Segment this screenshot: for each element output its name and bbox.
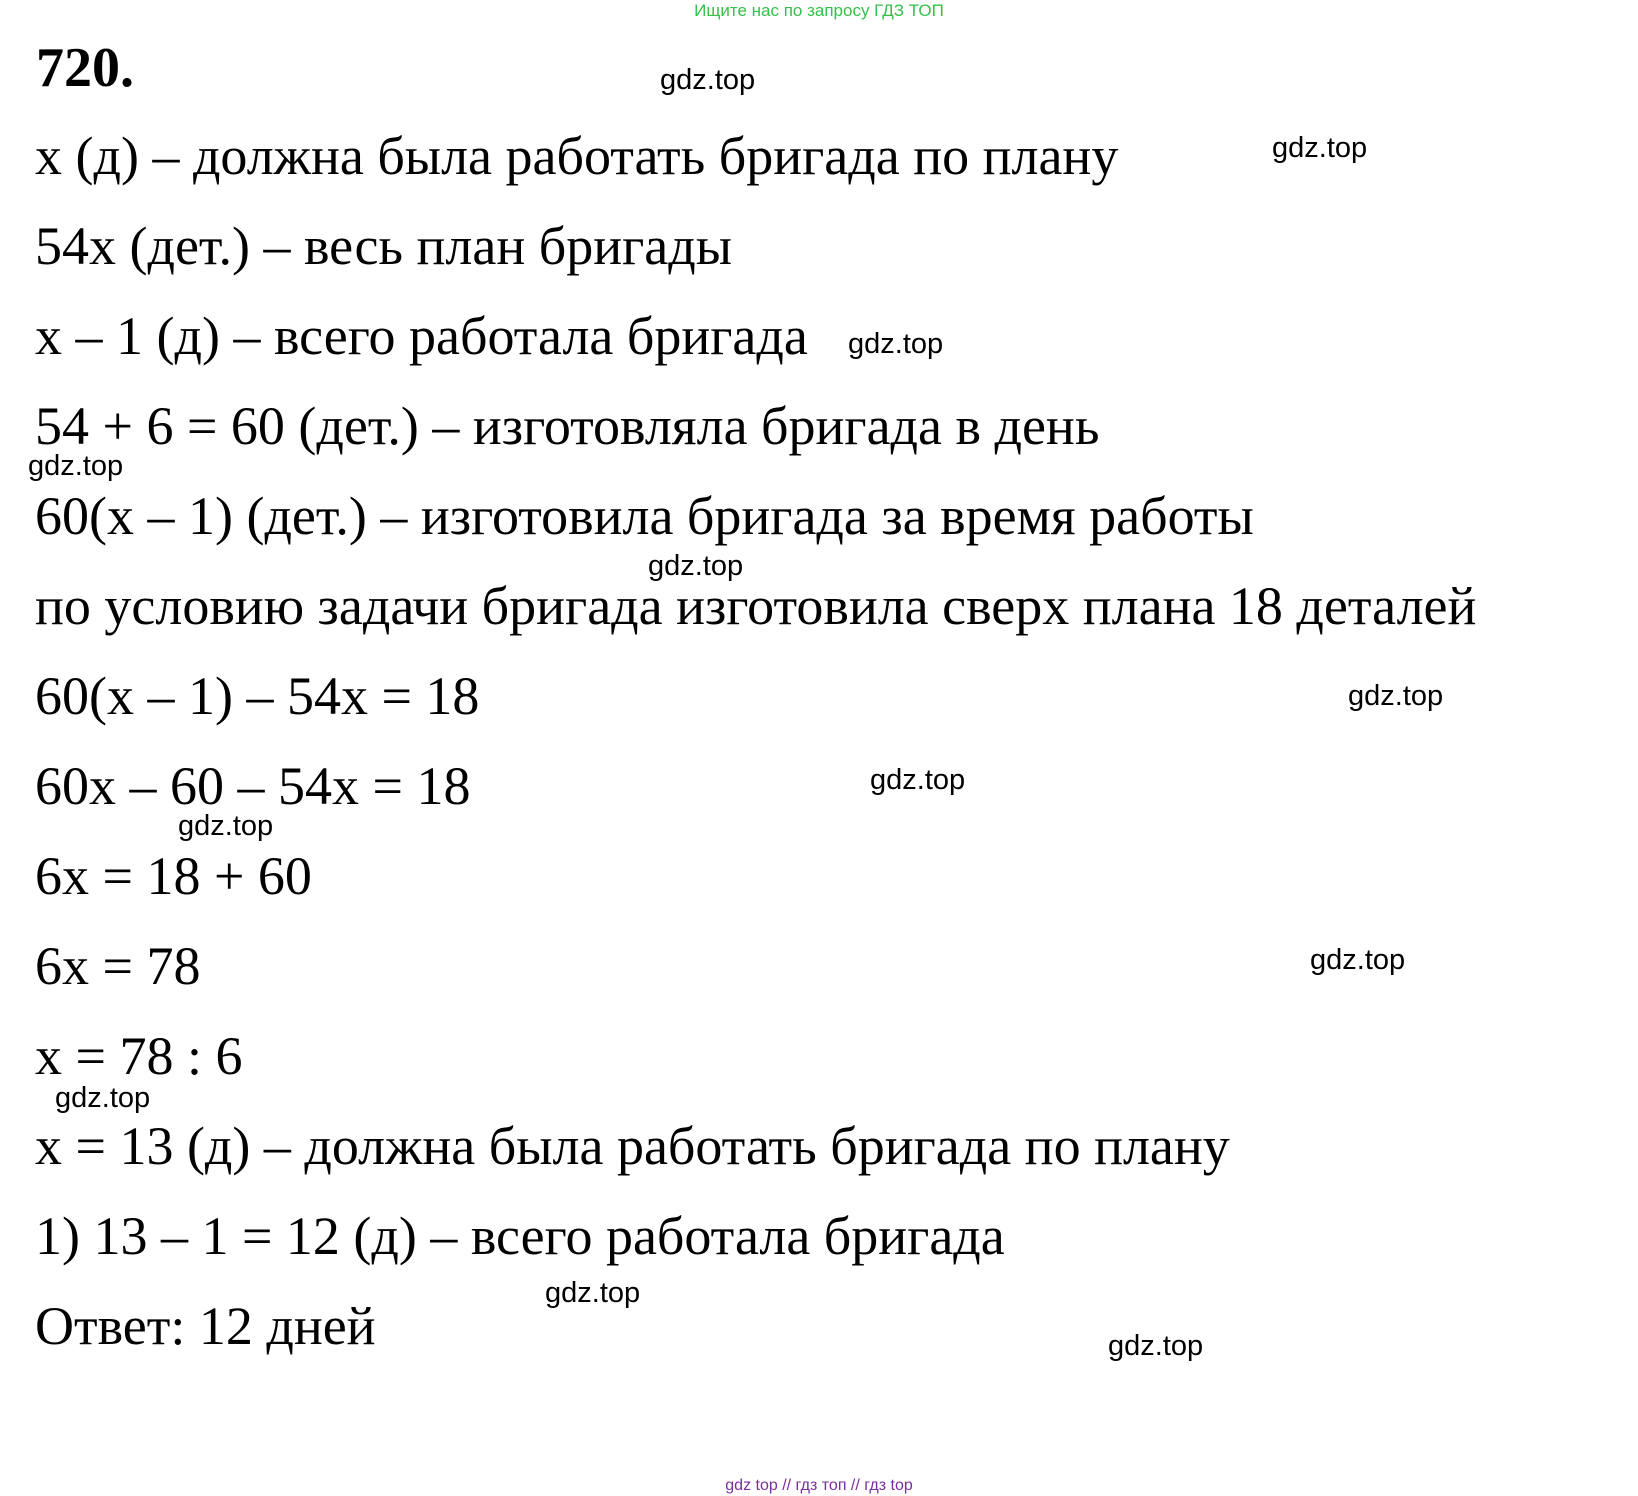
- search-hint-banner: Ищите нас по запросу ГДЗ ТОП: [694, 1, 944, 20]
- watermark: gdz.top: [848, 328, 944, 360]
- equation-line: х = 78 : 6: [35, 1026, 243, 1086]
- equation-line: 6х = 18 + 60: [35, 846, 312, 906]
- solution-line: 1) 13 – 1 = 12 (д) – всего работала бригада: [35, 1206, 1005, 1266]
- watermark: gdz.top: [1310, 944, 1406, 976]
- solution-line: 54х (дет.) – весь план бригады: [35, 216, 732, 276]
- problem-number: 720.: [36, 37, 134, 99]
- equation-line: 6х = 78: [35, 936, 201, 996]
- solution-line: по условию задачи бригада изготовила сверх плана 18 деталей: [35, 576, 1477, 636]
- watermark: gdz.top: [545, 1277, 641, 1309]
- watermark: gdz.top: [1348, 680, 1444, 712]
- equation-line: 60х – 60 – 54х = 18: [35, 756, 471, 816]
- watermark: gdz.top: [1108, 1330, 1204, 1362]
- answer-line: Ответ: 12 дней: [35, 1296, 376, 1356]
- solution-line: х – 1 (д) – всего работала бригада: [35, 306, 808, 366]
- solution-line: х = 13 (д) – должна была работать бригада по плану: [35, 1116, 1230, 1176]
- solution-line: х (д) – должна была работать бригада по плану: [35, 126, 1119, 186]
- footer-watermark: gdz top // гдз топ // гдз top: [725, 1477, 913, 1494]
- watermark: gdz.top: [1272, 132, 1368, 164]
- watermark: gdz.top: [55, 1082, 151, 1114]
- watermark: gdz.top: [28, 450, 124, 482]
- equation-line: 60(х – 1) – 54х = 18: [35, 666, 480, 726]
- solution-line: 54 + 6 = 60 (дет.) – изготовляла бригада в день: [35, 396, 1100, 456]
- watermark: gdz.top: [178, 810, 274, 842]
- watermark: gdz.top: [870, 764, 966, 796]
- watermark: gdz.top: [660, 64, 756, 96]
- solution-line: 60(х – 1) (дет.) – изготовила бригада за время работы: [35, 486, 1254, 546]
- watermark: gdz.top: [648, 550, 744, 582]
